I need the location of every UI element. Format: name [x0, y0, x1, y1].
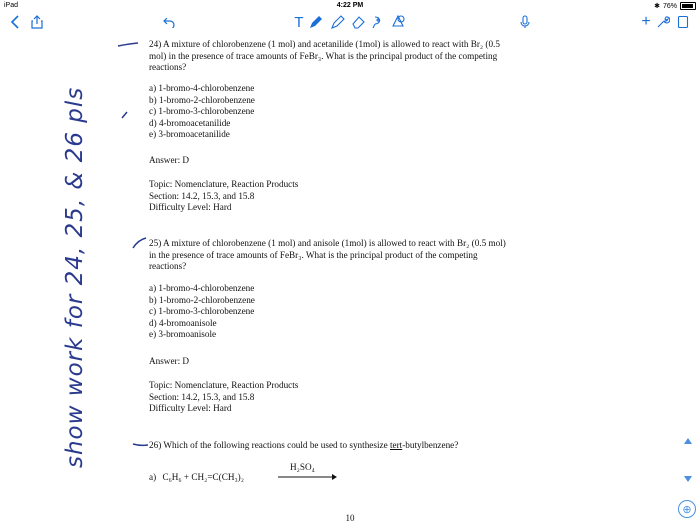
section: Section: 14.2, 15.3, and 15.8 [149, 190, 255, 201]
difficulty: Difficulty Level: Hard [149, 403, 232, 413]
option: b) 1-bromo-2-chlorobenzene [149, 294, 255, 305]
question-line: reactions? [149, 261, 187, 271]
handwritten-note: show work for 24, 25, & 26 pls [62, 86, 88, 468]
clock: 4:22 PM [336, 2, 364, 9]
option-label: a) [149, 472, 157, 482]
reaction-reagent: H₂SO₄ [290, 462, 315, 472]
answer: Answer: D [149, 155, 190, 165]
answer: Answer: D [149, 356, 190, 366]
question-line: 25) A mixture of chlorobenzene (1 mol) and anisole (1mol) is allowed to react with Br₂ (0.5 mol) [149, 238, 506, 248]
zoom-plus-icon: ⊕ [682, 503, 692, 516]
reaction-reactants: C₆H₆ + CH₂=C(CH₃)₂ [162, 472, 244, 482]
section: Section: 14.2, 15.3, and 15.8 [149, 391, 255, 402]
zoom-button[interactable] [678, 500, 696, 518]
page-scroller[interactable] [682, 438, 694, 484]
option: c) 1-bromo-3-chlorobenzene [149, 106, 255, 116]
option: d) 4-bromoanisole [149, 317, 217, 328]
text-tool-icon: T [294, 13, 304, 31]
triangle-up-icon [684, 438, 692, 444]
option: c) 1-bromo-3-chlorobenzene [149, 306, 255, 316]
bluetooth-icon: ✱ [654, 3, 660, 10]
question-line-suffix: -butylbenzene? [402, 440, 459, 450]
topic: Topic: Nomenclature, Reaction Products [149, 179, 299, 189]
question-line-underlined: tert [389, 440, 403, 450]
topic: Topic: Nomenclature, Reaction Products [149, 380, 299, 390]
question-line-prefix: 26) Which of the following reactions could be used to synthesize [149, 440, 390, 450]
battery-percent: 76% [662, 2, 677, 10]
option: a) 1-bromo-4-chlorobenzene [149, 283, 255, 293]
triangle-down-icon [684, 476, 692, 482]
plus-icon: + [641, 13, 651, 30]
page-number: 10 [345, 513, 355, 523]
question-line: reactions? [149, 62, 187, 72]
option: b) 1-bromo-2-chlorobenzene [149, 94, 255, 105]
question-line: mol) in the presence of trace amounts of FeBr₃. What is the principal product of the competing [149, 50, 498, 61]
device-label: iPad [4, 2, 19, 9]
question-line: 24) A mixture of chlorobenzene (1 mol) and acetanilide (1mol) is allowed to react with Br₂ (0.5 [149, 39, 500, 49]
difficulty: Difficulty Level: Hard [149, 202, 232, 212]
option: d) 4-bromoacetanilide [149, 117, 231, 128]
option: e) 3-bromoanisole [149, 329, 217, 339]
question-line: in the presence of trace amounts of FeBr₃. What is the principal product of the competing [149, 249, 478, 260]
option: e) 3-bromoacetanilide [149, 129, 230, 139]
option: a) 1-bromo-4-chlorobenzene [149, 83, 255, 93]
